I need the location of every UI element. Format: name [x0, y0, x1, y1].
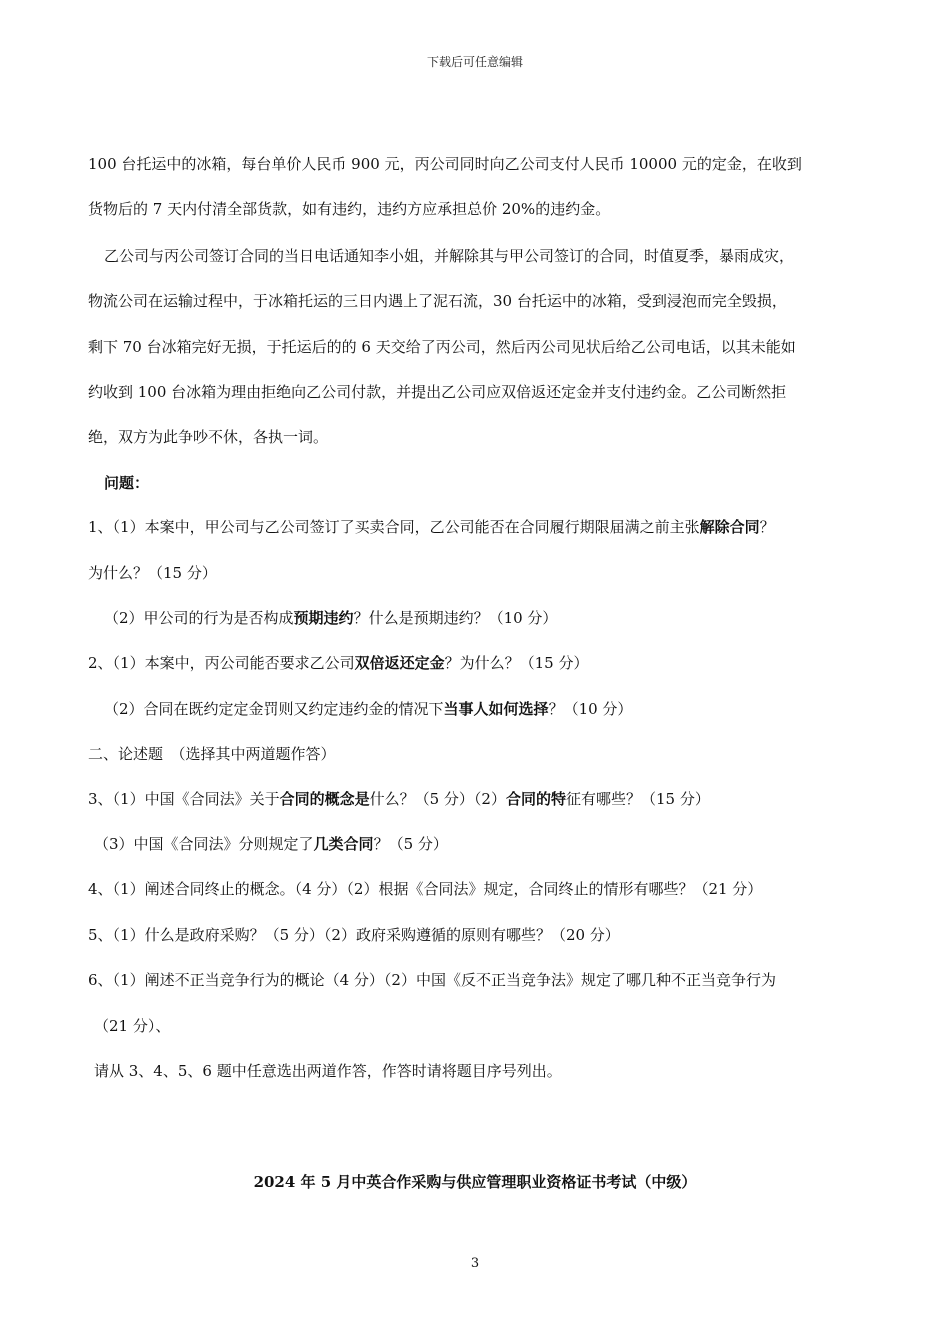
paragraph-1-line-2: 货物后的 7 天内付清全部货款，如有违约，违约方应承担总价 20%的违约金。 [88, 200, 611, 218]
page-number: 3 [470, 1256, 480, 1271]
question-2-part-1 [88, 653, 588, 673]
question-3-part-3 [94, 834, 448, 854]
q1-b-keyword: 预期违约 [293, 609, 354, 627]
question-6-line-1: 6、（1）阐述不正当竞争行为的概论（4 分）（2）中国《反不正当竞争法》规定了哪几种不正当竞争行为 [88, 971, 776, 989]
q1-a-text: 1、（1）本案中，甲公司与乙公司签订了买卖合同，乙公司能否在合同履行期限届满之前主张 [88, 518, 700, 536]
q3-a-keyword-1: 合同的概念是 [279, 790, 370, 808]
section-2-heading: 二、论述题 （选择其中两道题作答） [88, 745, 336, 763]
question-2-part-2 [104, 699, 632, 719]
paragraph-2-line-1: 乙公司与丙公司签订合同的当日电话通知李小姐，并解除其与甲公司签订的合同，时值夏季，暴雨成灾， [104, 247, 795, 265]
paragraph-2-line-3: 剩下 70 台冰箱完好无损，于托运后的的 6 天交给了丙公司，然后丙公司见状后给乙公司电话，以其未能如 [88, 338, 796, 356]
q3-b-text: （3）中国《合同法》分则规定了 [94, 835, 314, 853]
answer-instruction: 请从 3、4、5、6 题中任意选出两道作答，作答时请将题目序号列出。 [94, 1062, 562, 1080]
q3-a-keyword-2: 合同的特 [505, 790, 566, 808]
q2-b-keyword: 当事人如何选择 [443, 700, 549, 718]
q1-b-text: （2）甲公司的行为是否构成 [104, 609, 294, 627]
question-3-part-1 [88, 789, 710, 809]
question-4: 4、（1）阐述合同终止的概念。（4 分）（2）根据《合同法》规定，合同终止的情形有哪些？（21 分） [88, 880, 763, 898]
q2-b-end: ？（10 分） [548, 700, 633, 718]
q1-b-end: ？什么是预期违约？（10 分） [353, 609, 558, 627]
q2-a-text: 2、（1）本案中，丙公司能否要求乙公司 [88, 654, 355, 672]
q1-a-keyword: 解除合同 [699, 518, 760, 536]
q1-a-end: ？ [759, 518, 775, 536]
q2-a-end: ？为什么？（15 分） [444, 654, 589, 672]
exam-title: 2024 年 5 月中英合作采购与供应管理职业资格证书考试（中级） [253, 1173, 697, 1191]
question-1-part-1-line-2: 为什么？（15 分） [88, 564, 217, 582]
question-1-part-2 [104, 608, 557, 628]
q3-a-end: 征有哪些？（15 分） [565, 790, 710, 808]
paragraph-2-line-5: 绝，双方为此争吵不休，各执一词。 [88, 428, 329, 446]
questions-heading: 问题： [104, 474, 150, 492]
question-5: 5、（1）什么是政府采购？（5 分）（2）政府采购遵循的原则有哪些？（20 分） [88, 926, 620, 944]
q2-b-text: （2）合同在既约定定金罚则又约定违约金的情况下 [104, 700, 444, 718]
paragraph-1-line-1: 100 台托运中的冰箱，每台单价人民币 900 元，丙公司同时向乙公司支付人民币 10000 元的定金，在收到 [88, 155, 802, 173]
question-1-part-1 [88, 517, 775, 537]
q3-b-keyword: 几类合同 [313, 835, 374, 853]
paragraph-2-line-2: 物流公司在运输过程中，于冰箱托运的三日内遇上了泥石流，30 台托运中的冰箱，受到浸泡而完全毁损， [88, 292, 787, 310]
q3-a-middle: 什么？（5 分）（2） [369, 790, 506, 808]
paragraph-2-line-4: 约收到 100 台冰箱为理由拒绝向乙公司付款，并提出乙公司应双倍返还定金并支付违约金。乙公司断然拒 [88, 383, 787, 401]
q3-b-end: ？（5 分） [373, 835, 448, 853]
q2-a-keyword: 双倍返还定金 [354, 654, 445, 672]
question-6-line-2: （21 分）、 [94, 1017, 171, 1035]
page-header-note: 下载后可任意编辑 [426, 55, 523, 69]
q3-a-text: 3、（1）中国《合同法》关于 [88, 790, 280, 808]
